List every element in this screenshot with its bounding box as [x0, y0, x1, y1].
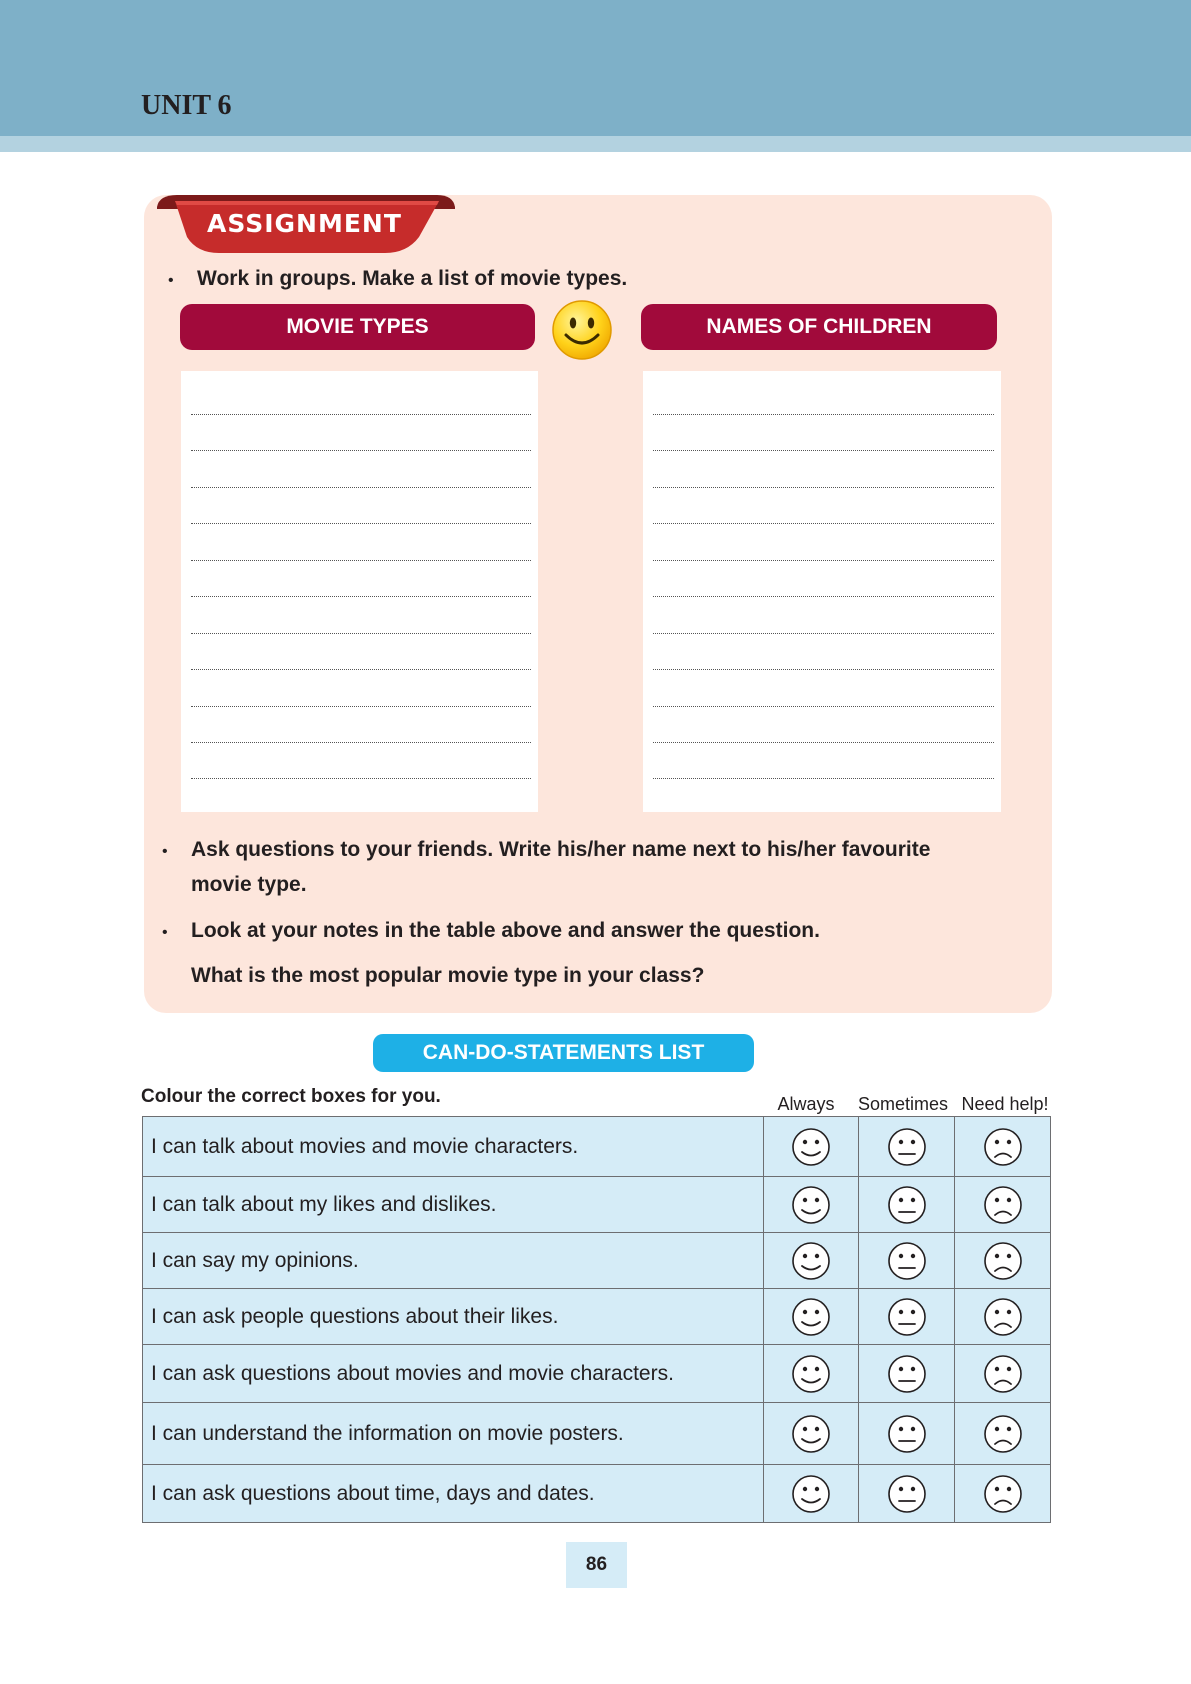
can-do-row — [143, 1233, 1051, 1289]
always-smiley-box[interactable] — [763, 1465, 859, 1523]
can-do-statement: I can talk about my likes and dislikes. — [143, 1177, 764, 1233]
instruction-2-line-2: movie type. — [191, 873, 307, 896]
can-do-row — [143, 1289, 1051, 1345]
can-do-statement: I can ask questions about time, days and dates. — [143, 1465, 764, 1523]
bullet-dot: • — [162, 843, 168, 860]
dotted-line — [653, 560, 994, 561]
header-stripe — [0, 136, 1191, 152]
dotted-line — [653, 523, 994, 524]
always-smiley-icon — [791, 1241, 831, 1281]
dotted-line — [191, 706, 531, 707]
need-help-sad-icon — [983, 1185, 1023, 1225]
always-smiley-icon — [791, 1297, 831, 1337]
dotted-line — [653, 487, 994, 488]
dotted-line — [653, 633, 994, 634]
always-smiley-icon — [791, 1414, 831, 1454]
can-do-statement: I can ask questions about movies and movie characters. — [143, 1345, 764, 1403]
can-do-row — [143, 1403, 1051, 1465]
dotted-line — [653, 669, 994, 670]
sometimes-neutral-icon — [887, 1354, 927, 1394]
always-smiley-box[interactable] — [763, 1233, 859, 1289]
bullet-dot: • — [162, 924, 168, 941]
sometimes-neutral-icon — [887, 1474, 927, 1514]
need-help-sad-box[interactable] — [955, 1177, 1051, 1233]
dotted-line — [191, 560, 531, 561]
need-help-sad-icon — [983, 1297, 1023, 1337]
ribbon-label: ASSIGNMENT — [207, 209, 402, 238]
sometimes-neutral-box[interactable] — [859, 1345, 955, 1403]
sometimes-neutral-icon — [887, 1127, 927, 1167]
need-help-sad-box[interactable] — [955, 1403, 1051, 1465]
column-label-sometimes: Sometimes — [857, 1094, 949, 1114]
bullet-dot: • — [168, 272, 174, 289]
need-help-sad-box[interactable] — [955, 1117, 1051, 1177]
instruction-1: Work in groups. Make a list of movie types. — [197, 267, 628, 290]
instruction-2-line-1: Ask questions to your friends. Write his/her name next to his/her favourite — [191, 838, 931, 861]
dotted-line — [653, 414, 994, 415]
sometimes-neutral-icon — [887, 1241, 927, 1281]
sometimes-neutral-icon — [887, 1185, 927, 1225]
movie-types-header: MOVIE TYPES — [180, 304, 535, 350]
always-smiley-box[interactable] — [763, 1177, 859, 1233]
can-do-title: CAN-DO-STATEMENTS LIST — [373, 1034, 754, 1072]
sometimes-neutral-box[interactable] — [859, 1117, 955, 1177]
can-do-row — [143, 1177, 1051, 1233]
need-help-sad-box[interactable] — [955, 1289, 1051, 1345]
need-help-sad-icon — [983, 1414, 1023, 1454]
sometimes-neutral-icon — [887, 1414, 927, 1454]
dotted-line — [191, 414, 531, 415]
dotted-line — [191, 778, 531, 779]
page-number: 86 — [585, 1554, 608, 1575]
instruction-3: Look at your notes in the table above and answer the question. — [191, 919, 820, 942]
column-label-need-help: Need help! — [961, 1094, 1049, 1114]
can-do-instruction: Colour the correct boxes for you. — [141, 1086, 441, 1107]
can-do-statement: I can say my opinions. — [143, 1233, 764, 1289]
need-help-sad-icon — [983, 1354, 1023, 1394]
can-do-statement: I can talk about movies and movie characters. — [143, 1117, 764, 1177]
always-smiley-box[interactable] — [763, 1345, 859, 1403]
always-smiley-icon — [791, 1354, 831, 1394]
always-smiley-box[interactable] — [763, 1403, 859, 1465]
dotted-line — [653, 742, 994, 743]
smiley-face-icon — [551, 299, 613, 361]
need-help-sad-icon — [983, 1241, 1023, 1281]
unit-title: UNIT 6 — [141, 90, 232, 121]
dotted-line — [191, 742, 531, 743]
can-do-statement: I can ask people questions about their likes. — [143, 1289, 764, 1345]
page-number-box — [566, 1542, 627, 1588]
sometimes-neutral-box[interactable] — [859, 1465, 955, 1523]
dotted-line — [191, 523, 531, 524]
always-smiley-box[interactable] — [763, 1289, 859, 1345]
dotted-line — [191, 669, 531, 670]
dotted-line — [191, 633, 531, 634]
movie-types-writing-area[interactable] — [181, 371, 538, 812]
can-do-row — [143, 1345, 1051, 1403]
sometimes-neutral-box[interactable] — [859, 1177, 955, 1233]
can-do-row — [143, 1117, 1051, 1177]
need-help-sad-box[interactable] — [955, 1233, 1051, 1289]
dotted-line — [653, 778, 994, 779]
can-do-statement: I can understand the information on movie posters. — [143, 1403, 764, 1465]
dotted-line — [653, 450, 994, 451]
dotted-line — [653, 596, 994, 597]
can-do-row — [143, 1465, 1051, 1523]
need-help-sad-icon — [983, 1127, 1023, 1167]
sometimes-neutral-icon — [887, 1297, 927, 1337]
dotted-line — [191, 450, 531, 451]
sometimes-neutral-box[interactable] — [859, 1289, 955, 1345]
names-of-children-header: NAMES OF CHILDREN — [641, 304, 997, 350]
names-of-children-writing-area[interactable] — [643, 371, 1001, 812]
need-help-sad-box[interactable] — [955, 1345, 1051, 1403]
dotted-line — [191, 487, 531, 488]
can-do-table — [142, 1116, 1051, 1523]
need-help-sad-box[interactable] — [955, 1465, 1051, 1523]
always-smiley-box[interactable] — [763, 1117, 859, 1177]
column-label-always: Always — [777, 1094, 835, 1114]
always-smiley-icon — [791, 1474, 831, 1514]
question-text: What is the most popular movie type in your class? — [191, 964, 705, 987]
always-smiley-icon — [791, 1127, 831, 1167]
assignment-ribbon — [157, 193, 455, 255]
sometimes-neutral-box[interactable] — [859, 1233, 955, 1289]
dotted-line — [191, 596, 531, 597]
sometimes-neutral-box[interactable] — [859, 1403, 955, 1465]
dotted-line — [653, 706, 994, 707]
need-help-sad-icon — [983, 1474, 1023, 1514]
always-smiley-icon — [791, 1185, 831, 1225]
